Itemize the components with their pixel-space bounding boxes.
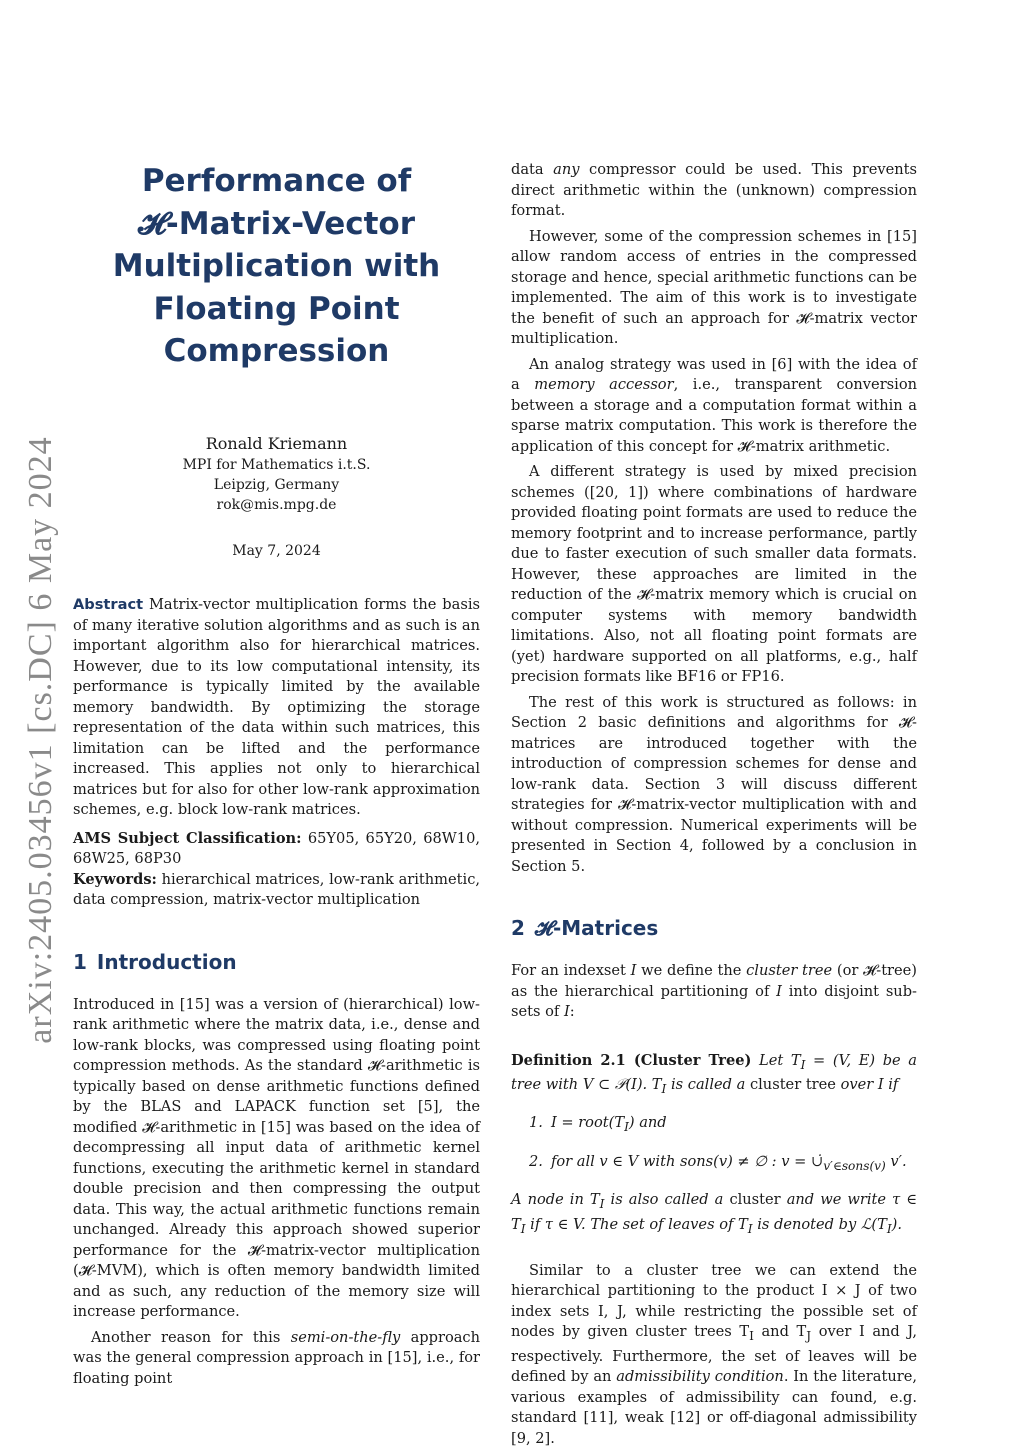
section-number: 2 xyxy=(511,916,525,940)
author-location: Leipzig, Germany xyxy=(213,476,340,493)
left-column xyxy=(73,160,480,1389)
ams-label: AMS Subject Classification: xyxy=(73,829,302,847)
section2-paragraph: Similar to a cluster tree we can extend the hierarchical partitioning to the product I × J of two index sets I, J, while restricting the possible set of nodes by given cluster trees $T_I$ and $T_J$ over I and J, respectively. Furthermore, the set of leaves will be defined by an admissibility condition. In the literature, various examples of admissibility can found, e.g. standard [11], weak [12] or off-diagonal admissibility [9, 2]. xyxy=(511,1261,918,1447)
title-line: Multiplication with xyxy=(112,248,441,284)
section-heading-introduction xyxy=(73,949,480,975)
author-email[interactable]: rok@mis.mpg.de xyxy=(216,496,337,513)
intro-paragraph: However, some of the compression schemes in [15] allow random access of entries in the compressed storage and hence, special arithmetic functions can be implemented. The aim of this work is to investigate the benefit of such an approach for 𝓗-matrix vector multiplication. xyxy=(511,227,917,347)
paper-title xyxy=(73,160,480,373)
author-affiliation: MPI for Mathematics i.t.S. xyxy=(182,456,371,473)
author-block xyxy=(73,433,480,515)
intro-paragraph: An analog strategy was used in [6] with the idea of a memory accessor, i.e., transparent conversion between a storage and a computation format within a sparse matrix computation. This work is therefore the application of this concept for 𝓗-matrix arithmetic. xyxy=(511,355,918,455)
title-line: Performance of xyxy=(141,163,412,199)
arxiv-stamp: arXiv:2405.03456v1 [cs.DC] 6 May 2024 xyxy=(22,436,59,1044)
definition-label: Definition 2.1 (Cluster Tree) xyxy=(511,1051,752,1069)
right-column xyxy=(511,160,917,1449)
definition-item: 1. $I = root(T_I)$ and xyxy=(529,1114,667,1135)
abstract-text: Matrix-vector multiplication forms the basis of many iterative solution algorithms and as such is an important algorithm also for hierarchical matrices. However, due to its low computational intensity, its performance is typically limited by the available memory bandwidth. By optimizing the storage representation of the data within such matrices, this limitation can be lifted and the performance increased. This applies not only to hierarchical matrices but for also for other low-rank approximation schemes, e.g. block low-rank matrices. xyxy=(73,596,480,818)
section2-paragraph: For an indexset I we define the cluster tree (or 𝓗-tree) as the hierarchical partitioning of I into disjoint sub-sets of I: xyxy=(511,962,918,1020)
definition-item: 2. for all v ∈ V with sons(v) ≠ ∅ : $v = \cuṗ_{v'\in sons(v)}$ v′. xyxy=(529,1152,907,1173)
title-line: Floating Point xyxy=(153,290,400,327)
keywords xyxy=(73,870,480,911)
intro-paragraph: Introduced in [15] was a version of (hierarchical) low-rank arithmetic where the matrix data, i.e., dense and low-rank blocks, was compressed using floating point compression methods. As the standard 𝓗-arithmetic is typically based on dense arithmetic functions defined by the BLAS and LAPACK function set [5], the modified 𝓗-arithmetic in [15] was based on the idea of decompressing all input data of arithmetic kernel functions, executing the arithmetic kernel in standard double precision and then compressing the output data. This way, the actual arithmetic functions remain unchanged. Already this approach showed superior performance for the 𝓗-matrix-vector multiplication (𝓗-MVM), which is often memory bandwidth limited and as such, any reduction of the memory size will increase performance. xyxy=(73,995,480,1320)
intro-paragraph: A different strategy is used by mixed precision schemes ([20, 1]) where combinations of hardware provided floating point formats are used to reduce the memory footprint and to increase performance, partly due to faster execution of such smaller data formats. However, these approaches are limited in the reduction of the 𝓗-matrix memory which is crucial on computer systems with memory bandwidth limitations. Also, not all floating point formats are (yet) hardware supported on all platforms, e.g., half precision formats like BF16 or FP16. xyxy=(511,463,917,685)
definition-cluster-tree: Definition 2.1 (Cluster Tree) Let $T_I = (V$, E) be a tree with V ⊂ 𝒫(I). $T_I$ is called a cluster tree over I if xyxy=(511,1051,917,1096)
ams-classification xyxy=(73,829,480,870)
section-heading-h-matrices xyxy=(511,915,917,941)
title-line: Compression xyxy=(163,333,390,369)
ams-codes: 65Y05, 65Y20, 68W10, 68W25, 68P30 xyxy=(73,829,480,867)
section-title: 𝓗-Matrices xyxy=(534,916,659,940)
author-name: Ronald Kriemann xyxy=(205,433,348,453)
section-title: Introduction xyxy=(96,949,237,974)
abstract-label: Abstract xyxy=(73,596,144,613)
paper-date: May 7, 2024 xyxy=(232,542,321,559)
title-line: 𝓗-Matrix-Vector xyxy=(137,205,416,242)
abstract xyxy=(73,595,480,821)
section-number: 1 xyxy=(73,949,87,974)
keywords-text: hierarchical matrices, low-rank arithmetic, data compression, matrix-vector multiplication xyxy=(73,870,481,908)
keywords-label: Keywords: xyxy=(73,870,157,888)
definition-remark: A node in $T_I$ is also called a cluster and we write τ ∈ $T_I$ if τ ∈ V. The set of leaves of $T_I$ is denoted by $ℒ(T_I)$. xyxy=(511,1191,918,1236)
intro-paragraph: The rest of this work is structured as follows: in Section 2 basic definitions and algorithms for 𝓗-matrices are introduced together with the introduction of compression schemes for dense and low-rank data. Section 3 will discuss different strategies for 𝓗-matrix-vector multiplication with and without compression. Numerical experiments will be presented in Section 4, followed by a conclusion in Section 5. xyxy=(511,693,917,875)
intro-paragraph-continued: data any compressor could be used. This prevents direct arithmetic within the (unknown) compression format. xyxy=(511,161,917,219)
intro-paragraph: Another reason for this semi-on-the-fly approach was the general compression approach in [15], i.e., for floating point xyxy=(73,1328,481,1387)
